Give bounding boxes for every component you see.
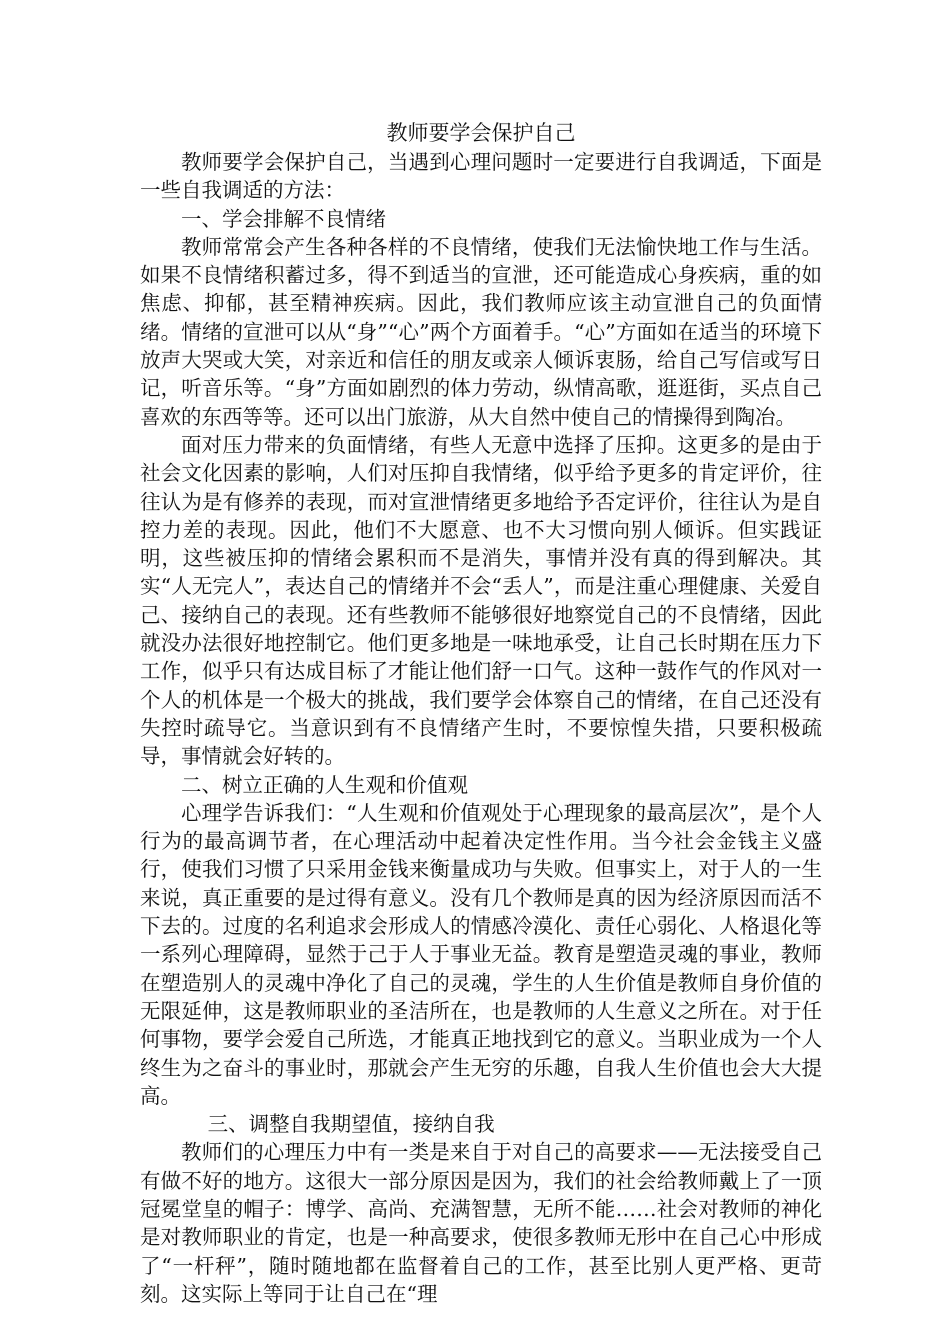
section-1 [140, 205, 822, 771]
section-3 [140, 1110, 822, 1308]
document-page [140, 118, 822, 1308]
document-title: 教师要学会保护自己 [386, 121, 576, 145]
body-paragraph: 心理学告诉我们：“人生观和价值观处于心理现象的最高层次”，是个人行为的最高调节者，在心理活动中起着决定性作用。当今社会金钱主义盛行，使我们习惯了只采用金钱来衡量成功与失败。但事实上，对于人的一生来说，真正重要的是过得有意义。没有几个教师是真的因为经济原因而活不下去的。过度的名利追求会形成人的情感冷漠化、责任心弱化、人格退化等一系列心理障碍，显然于己于人于事业无益。教育是塑造灵魂的事业，教师在塑造别人的灵魂中净化了自己的灵魂，学生的人生价值是教师自身价值的无限延伸，这是教师职业的圣洁所在，也是教师的人生意义之所在。对于任何事物，要学会爱自己所选，才能真正地找到它的意义。当职业成为一个人终生为之奋斗的事业时，那就会产生无穷的乐趣，自我人生价值也会大大提高。 [140, 800, 822, 1108]
intro-paragraph: 教师要学会保护自己，当遇到心理问题时一定要进行自我调适，下面是一些自我调适的方法： [140, 150, 822, 203]
body-paragraph: 面对压力带来的负面情绪，有些人无意中选择了压抑。这更多的是由于社会文化因素的影响，人们对压抑自我情绪，似乎给予更多的肯定评价，往往认为是有修养的表现，而对宣泄情绪更多地给予否定评价，往往认为是自控力差的表现。因此，他们不大愿意、也不大习惯向别人倾诉。但实践证明，这些被压抑的情绪会累积而不是消失，事情并没有真的得到解决。其实“人无完人”，表达自己的情绪并不会“丢人”，而是注重心理健康、关爱自己、接纳自己的表现。还有些教师不能够很好地察觉自己的不良情绪，因此就没办法很好地控制它。他们更多地是一味地承受，让自己长时期在压力下工作，似乎只有达成目标了才能让他们舒一口气。这种一鼓作气的作风对一个人的机体是一个极大的挑战，我们要学会体察自己的情绪，在自己还没有失控时疏导它。当意识到有不良情绪产生时，不要惊惶失措，只要积极疏导，事情就会好转的。 [140, 432, 822, 769]
body-paragraph: 教师常常会产生各种各样的不良情绪，使我们无法愉快地工作与生活。如果不良情绪积蓄过多，得不到适当的宣泄，还可能造成心身疾病，重的如焦虑、抑郁，甚至精神疾病。因此，我们教师应该主动宣泄自己的负面情绪。情绪的宣泄可以从“身”“心”两个方面着手。“心”方面如在适当的环境下放声大哭或大笑，对亲近和信任的朋友或亲人倾诉衷肠，给自己写信或写日记，听音乐等。“身”方面如剧烈的体力劳动，纵情高歌，逛逛街，买点自己喜欢的东西等等。还可以出门旅游，从大自然中使自己的情操得到陶冶。 [140, 234, 822, 429]
section-heading: 二、树立正确的人生观和价值观 [181, 772, 468, 797]
section-heading: 一、学会排解不良情绪 [181, 206, 386, 231]
body-paragraph: 教师们的心理压力中有一类是来自于对自己的高要求——无法接受自己有做不好的地方。这很大一部分原因是因为，我们的社会给教师戴上了一顶冠冕堂皇的帽子：博学、高尚、充满智慧，无所不能……社会对教师的神化是对教师职业的肯定，也是一种高要求，使很多教师无形中在自己心中形成了“一杆秤”，随时随地都在监督着自己的工作，甚至比别人更严格、更苛刻。这实际上等同于让自己在“理 [140, 1140, 822, 1306]
section-heading: 三、调整自我期望值，接纳自我 [207, 1112, 495, 1137]
section-2 [140, 771, 822, 1111]
